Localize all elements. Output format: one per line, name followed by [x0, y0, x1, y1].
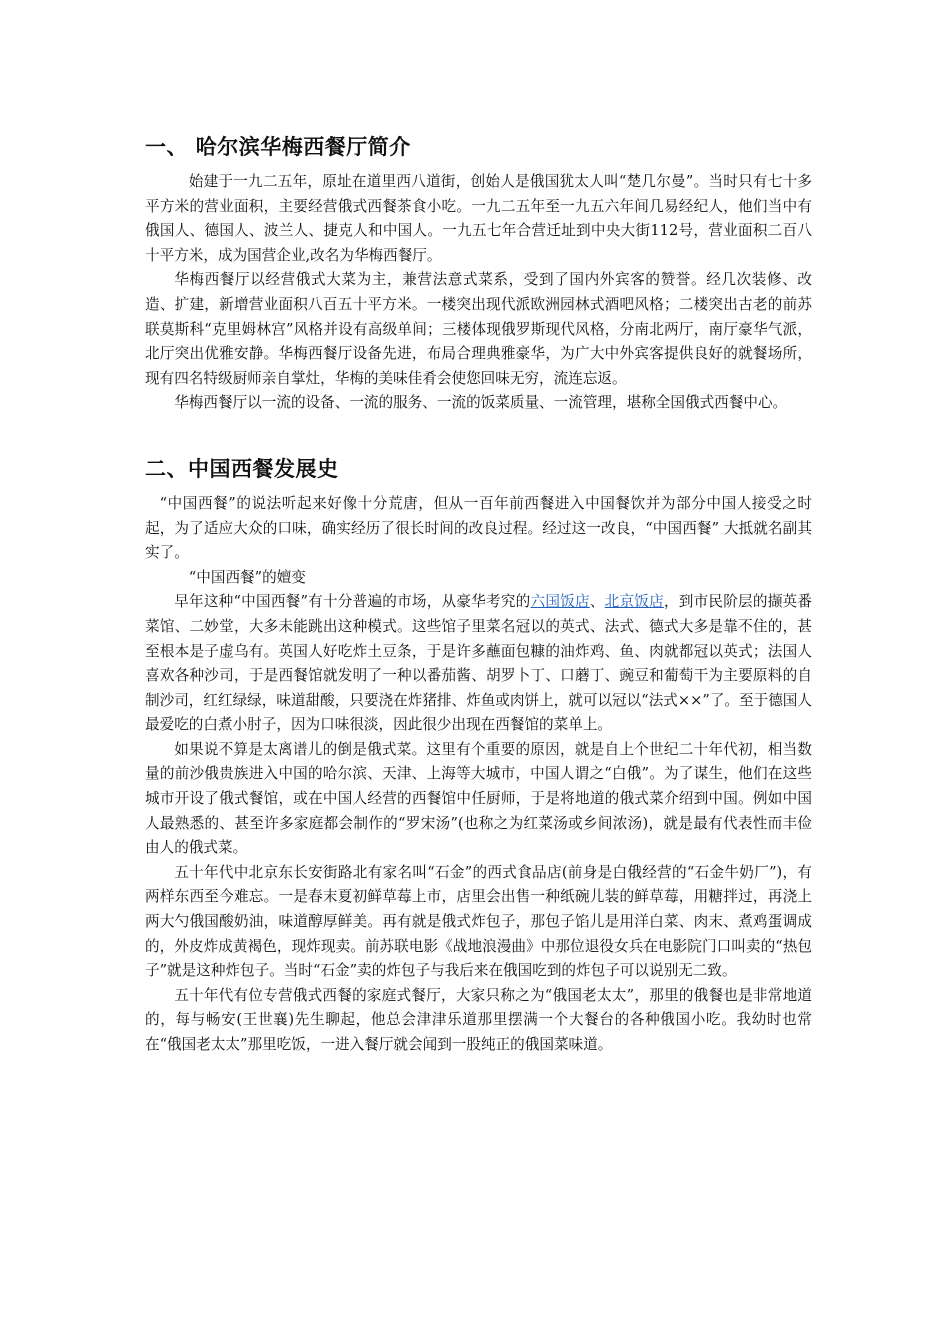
- paragraph-text: 早年这种“中国西餐”有十分普遍的市场，从豪华考究的: [174, 593, 531, 611]
- section1-paragraph-3: 华梅西餐厅以一流的设备、一流的服务、一流的饭菜质量、一流管理，堪称全国俄式西餐中心。: [174, 394, 788, 412]
- section1-heading: 一、 哈尔滨华梅西餐厅简介: [145, 135, 411, 159]
- link-beijing-hotel[interactable]: 北京饭店: [604, 593, 664, 611]
- section2-paragraph-1: “中国西餐”的说法听起来好像十分荒唐，但从一百年前西餐进入中国餐饮并为部分中国人接受之时起，为了适应大众的口味，确实经历了很长时间的改良过程。经过这一改良，“中国西餐” 大抵就名副其实了。: [145, 494, 812, 562]
- section2-paragraph-3: [145, 590, 812, 738]
- link-liuguo-hotel[interactable]: 六国饭店: [530, 593, 590, 611]
- paragraph-text: ，到市民阶层的撷英番菜馆、二妙堂，大多未能跳出这种模式。这些馆子里菜名冠以的英式、法式、德式大多是靠不住的，甚至根本是子虚乌有。英国人好吃炸土豆条，于是许多蘸面包糠的油炸鸡、鱼、肉就都冠以英式；法国人喜欢各种沙司，于是西餐馆就发明了一种以番茄酱、胡罗卜丁、口蘑丁、豌豆和葡萄干为主要原料的自制沙司，红红绿绿，味道甜酸，只要浇在炸猪排、炸鱼或肉饼上，就可以冠以“法式××”了。至于德国人最爱吃的白煮小肘子，因为口味很淡，因此很少出现在西餐馆的菜单上。: [145, 593, 812, 734]
- section2-paragraph-6: 五十年代有位专营俄式西餐的家庭式餐厅，大家只称之为“俄国老太太”，那里的俄餐也是非常地道的，每与畅安(王世襄)先生聊起，他总会津津乐道那里摆满一个大餐台的各种俄国小吃。我幼时也常在“俄国老太太”那里吃饭，一进入餐厅就会闻到一股纯正的俄国菜味道。: [145, 986, 812, 1053]
- section2-paragraph-5: 五十年代中北京东长安街路北有家名叫“石金”的西式食品店(前身是白俄经营的“石金牛奶厂”)，有两样东西至今难忘。一是春末夏初鲜草莓上市，店里会出售一种纸碗儿装的鲜草莓，用糖拌过，再浇上两大勺俄国酸奶油，味道醇厚鲜美。再有就是俄式炸包子，那包子馅儿是用洋白菜、肉末、煮鸡蛋调成的，外皮炸成黄褐色，现炸现卖。前苏联电影《战地浪漫曲》中那位退役女兵在电影院门口叫卖的“热包子”就是这种炸包子。当时“石金”卖的炸包子与我后来在俄国吃到的炸包子可以说别无二致。: [145, 863, 812, 980]
- section2-paragraph-4: 如果说不算是太离谱儿的倒是俄式菜。这里有个重要的原因，就是自上个世纪二十年代初，相当数量的前沙俄贵族进入中国的哈尔滨、天津、上海等大城市，中国人谓之“白俄”。为了谋生，他们在这些城市开设了俄式餐馆，或在中国人经营的西餐馆中任厨师，于是将地道的俄式菜介绍到中国。例如中国人最熟悉的、甚至许多家庭都会制作的“罗宋汤”(也称之为红菜汤或乡间浓汤)，就是最有代表性而丰俭由人的俄式菜。: [145, 740, 812, 857]
- section2-heading: 二、中国西餐发展史: [145, 456, 339, 481]
- separator: 、: [589, 593, 605, 611]
- section1-paragraph-1: 始建于一九二五年，原址在道里西八道街，创始人是俄国犹太人叫“楚几尔曼”。当时只有七十多平方米的营业面积，主要经营俄式西餐茶食小吃。一九二五年至一九五六年间几易经纪人，他们当中有俄国人、德国人、波兰人、捷克人和中国人。一九五七年合营迁址到中央大街112号，营业面积二百八十平方米，成为国营企业,改名为华梅西餐厅。: [145, 173, 812, 264]
- section1-paragraph-2: 华梅西餐厅以经营俄式大菜为主，兼营法意式菜系，受到了国内外宾客的赞誉。经几次装修、改造、扩建，新增营业面积八百五十平方米。一楼突出现代派欧洲园林式酒吧风格；二楼突出古老的前苏联莫斯科“克里姆林宫”风格并设有高级单间；三楼体现俄罗斯现代风格，分南北两厅，南厅豪华气派，北厅突出优雅安静。华梅西餐厅设备先进，布局合理典雅豪华，为广大中外宾客提供良好的就餐场所，现有四名特级厨师亲自掌灶，华梅的美味佳肴会使您回味无穷，流连忘返。: [145, 271, 812, 387]
- section2-subheading: “中国西餐”的嬗变: [188, 568, 306, 586]
